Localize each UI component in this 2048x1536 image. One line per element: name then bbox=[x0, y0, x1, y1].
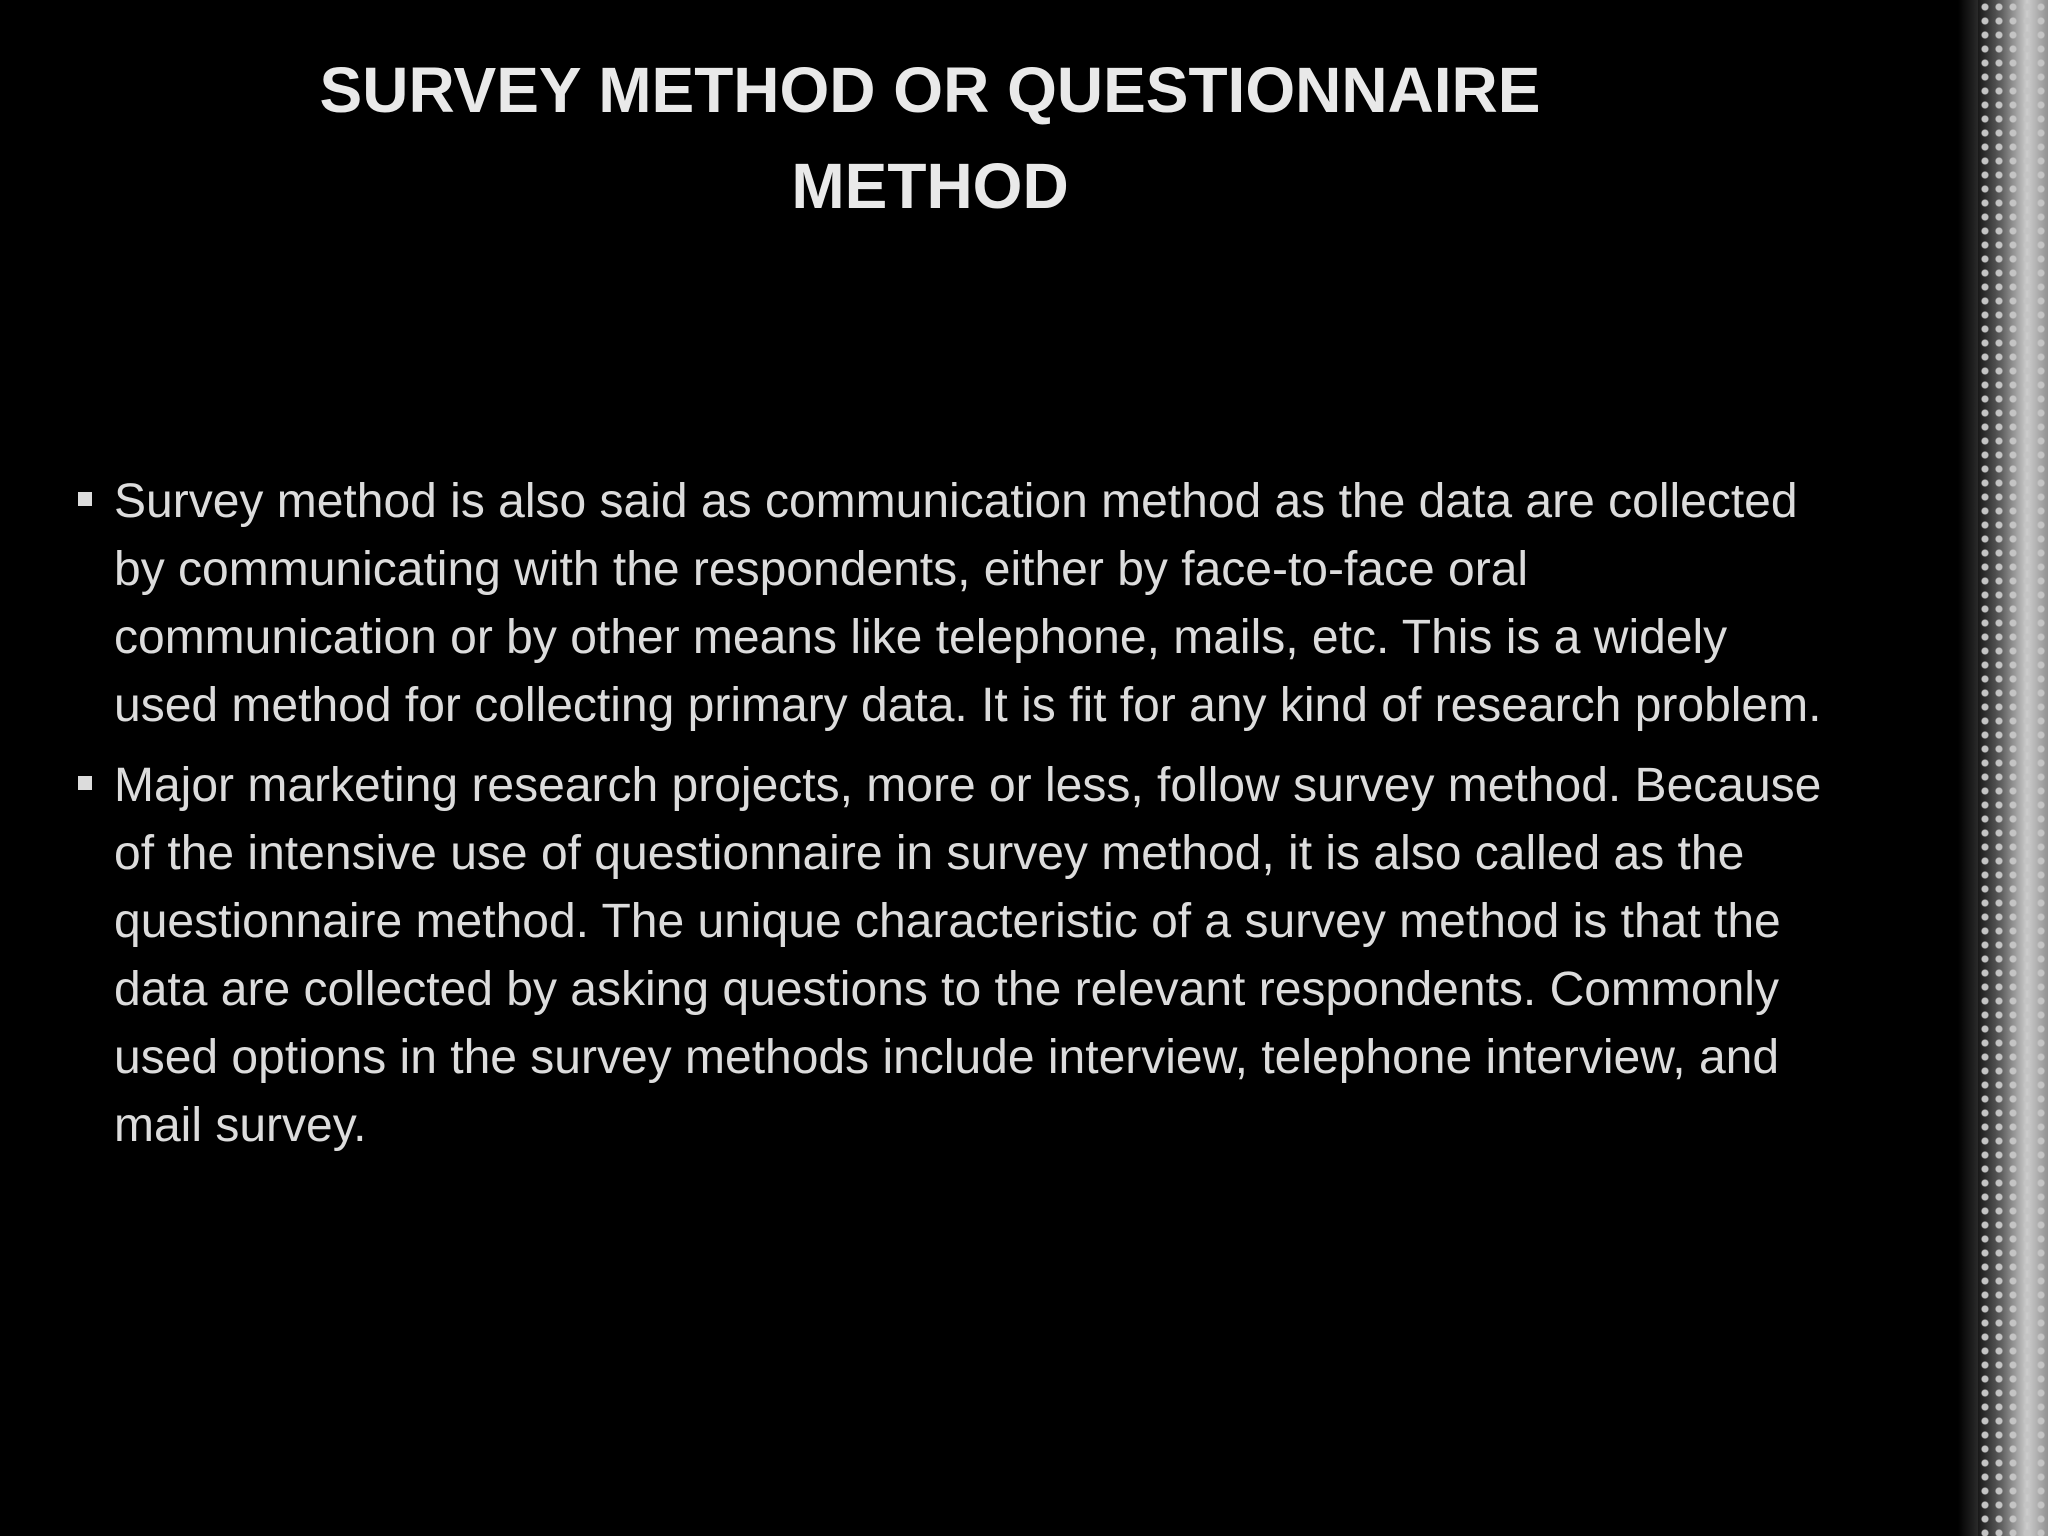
slide-title-line-1: SURVEY METHOD OR QUESTIONNAIRE bbox=[319, 54, 1541, 126]
frame-shadow bbox=[1958, 0, 1978, 1536]
square-bullet-icon bbox=[78, 776, 92, 790]
bullet-item bbox=[72, 468, 1832, 740]
slide-title-line-2: METHOD bbox=[791, 150, 1069, 222]
square-bullet-icon bbox=[78, 492, 92, 506]
slide-body bbox=[72, 468, 1832, 1172]
bullet-item bbox=[72, 752, 1832, 1160]
bullet-text: Survey method is also said as communication method as the data are collected by communicating with the respondents, either by face-to-face oral communication or by other means like telephone, mails, etc. This is a widely used method for collecting primary data. It is fit for any kind of research problem. bbox=[114, 475, 1822, 732]
patterned-frame-edge bbox=[1978, 0, 2048, 1536]
bullet-text: Major marketing research projects, more or less, follow survey method. Because of the intensive use of questionnaire in survey method, it is also called as the questionnaire method. The unique characteristic of a survey method is that the data are collected by asking questions to the relevant respondents. Commonly used options in the survey methods include interview, telephone interview, and mail survey. bbox=[114, 759, 1822, 1152]
slide-title bbox=[180, 42, 1680, 234]
